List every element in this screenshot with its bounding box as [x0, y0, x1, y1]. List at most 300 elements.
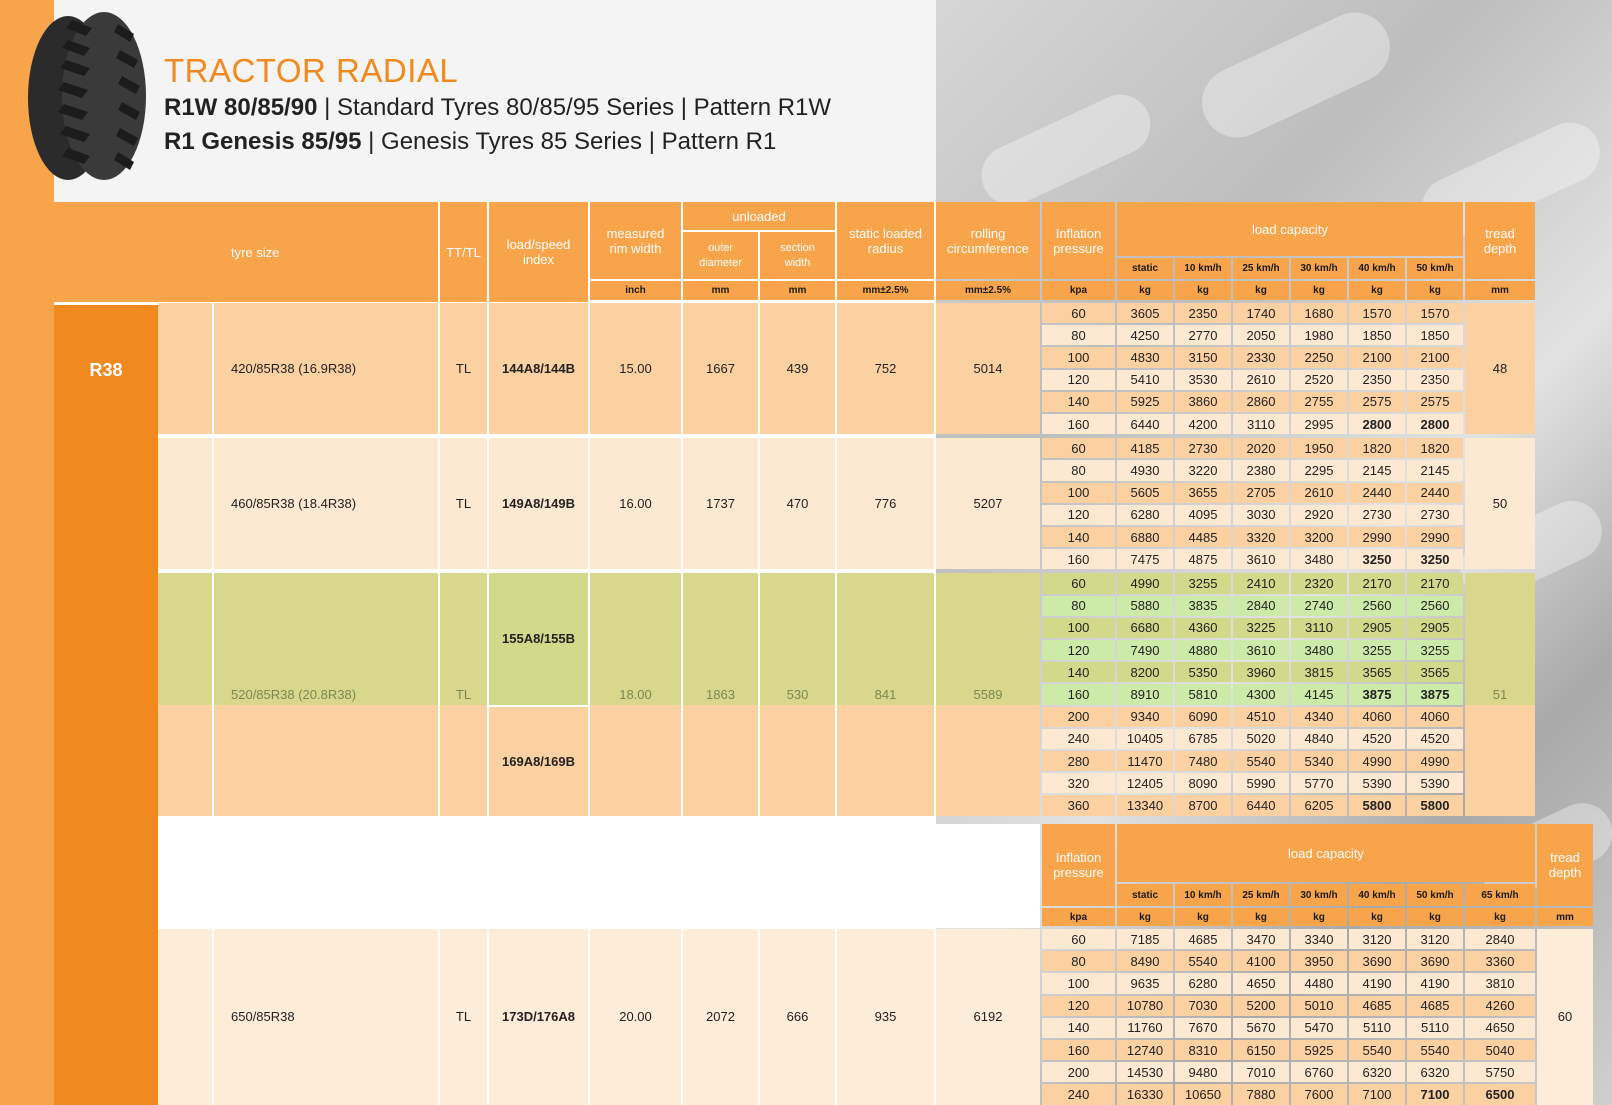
load-cell: 3250 — [1407, 549, 1463, 569]
load-cell: 5800 — [1349, 795, 1405, 815]
rim-width-value: 15.00 — [590, 303, 681, 434]
load-cell: 4990 — [1117, 573, 1173, 593]
highlight-band — [936, 573, 1040, 704]
load-cell: 2920 — [1291, 505, 1347, 525]
load-cell: 7185 — [1117, 929, 1173, 949]
load-cell: 5540 — [1233, 751, 1289, 771]
section-width-value: 666 — [760, 929, 835, 1105]
load-cell: 3320 — [1233, 527, 1289, 547]
load-cell: 160 — [1042, 684, 1115, 704]
load-cell: 2145 — [1407, 460, 1463, 480]
load-cell: 4880 — [1175, 640, 1231, 660]
load-cell: 9340 — [1117, 707, 1173, 727]
load-cell: 2250 — [1291, 347, 1347, 367]
load-cell: 10405 — [1117, 729, 1173, 749]
load-cell: 5880 — [1117, 596, 1173, 616]
header-unit: mm±2.5% — [837, 281, 934, 300]
load-cell: 2705 — [1233, 483, 1289, 503]
load-cell: 5020 — [1233, 729, 1289, 749]
load-cell: 280 — [1042, 751, 1115, 771]
load-cell: 4190 — [1349, 973, 1405, 993]
header-unit: kg — [1233, 281, 1289, 300]
load-cell: 3470 — [1233, 929, 1289, 949]
load-cell: 7490 — [1117, 640, 1173, 660]
header-tyre-size: tyre size — [214, 202, 438, 302]
outer-diameter-value: 1737 — [683, 438, 758, 569]
load-cell: 4095 — [1175, 505, 1231, 525]
header-unit: kg — [1407, 908, 1463, 926]
header-speed: 40 km/h — [1349, 884, 1405, 906]
header-load-capacity: load capacity — [1117, 824, 1535, 882]
load-cell: 11470 — [1117, 751, 1173, 771]
load-speed-index: 173D/176A8 — [489, 929, 588, 1105]
load-cell: 8200 — [1117, 662, 1173, 682]
load-cell: 1680 — [1291, 303, 1347, 323]
load-cell: 3810 — [1465, 973, 1535, 993]
load-cell: 3610 — [1233, 549, 1289, 569]
highlight-band — [590, 573, 681, 704]
load-cell: 120 — [1042, 640, 1115, 660]
load-cell: 2730 — [1175, 438, 1231, 458]
load-cell: 4650 — [1233, 973, 1289, 993]
load-cell: 4930 — [1117, 460, 1173, 480]
load-cell: 2170 — [1349, 573, 1405, 593]
load-cell: 8310 — [1175, 1040, 1231, 1060]
load-cell: 4100 — [1233, 951, 1289, 971]
load-cell: 2170 — [1407, 573, 1463, 593]
load-cell: 3250 — [1349, 549, 1405, 569]
highlight-band — [214, 573, 438, 704]
section-width-value: 439 — [760, 303, 835, 434]
load-cell: 4260 — [1465, 996, 1535, 1016]
load-cell: 6500 — [1465, 1084, 1535, 1104]
load-cell: 2840 — [1233, 596, 1289, 616]
load-cell: 1820 — [1349, 438, 1405, 458]
load-cell: 7670 — [1175, 1018, 1231, 1038]
load-cell: 3605 — [1117, 303, 1173, 323]
load-cell: 200 — [1042, 1062, 1115, 1082]
load-cell: 4830 — [1117, 347, 1173, 367]
load-cell: 2840 — [1465, 929, 1535, 949]
rolling-circumference-value: 5014 — [936, 303, 1040, 434]
load-cell: 6680 — [1117, 618, 1173, 638]
header-speed: 50 km/h — [1407, 884, 1463, 906]
static-radius-value: 752 — [837, 303, 934, 434]
highlight-band — [683, 573, 758, 704]
load-cell: 140 — [1042, 392, 1115, 412]
header-tread-depth: tread depth — [1537, 824, 1593, 906]
row-spacer — [158, 929, 212, 1105]
header-unit: mm±2.5% — [936, 281, 1040, 300]
load-cell: 3200 — [1291, 527, 1347, 547]
load-cell: 80 — [1042, 951, 1115, 971]
load-cell: 3110 — [1291, 618, 1347, 638]
header-speed: static — [1117, 884, 1173, 906]
load-cell: 140 — [1042, 1018, 1115, 1038]
load-cell: 80 — [1042, 460, 1115, 480]
load-cell: 120 — [1042, 370, 1115, 390]
load-cell: 100 — [1042, 618, 1115, 638]
load-cell: 140 — [1042, 662, 1115, 682]
load-cell: 3610 — [1233, 640, 1289, 660]
load-cell: 2905 — [1407, 618, 1463, 638]
load-cell: 16330 — [1117, 1084, 1173, 1104]
load-cell: 7030 — [1175, 996, 1231, 1016]
load-cell: 100 — [1042, 347, 1115, 367]
load-cell: 5390 — [1407, 773, 1463, 793]
load-cell: 9480 — [1175, 1062, 1231, 1082]
load-cell: 2800 — [1407, 414, 1463, 434]
header-speed: 50 km/h — [1407, 258, 1463, 279]
load-cell: 4480 — [1291, 973, 1347, 993]
load-cell: 2990 — [1407, 527, 1463, 547]
rim-group-bar — [54, 305, 158, 1105]
header-unit: mm — [760, 281, 835, 300]
load-cell: 4060 — [1407, 707, 1463, 727]
load-cell: 3530 — [1175, 370, 1231, 390]
static-radius-value: 935 — [837, 929, 934, 1105]
load-cell: 6320 — [1407, 1062, 1463, 1082]
page-title: TRACTOR RADIAL — [164, 52, 459, 89]
load-cell: 9635 — [1117, 973, 1173, 993]
load-cell: 6320 — [1349, 1062, 1405, 1082]
load-cell: 5670 — [1233, 1018, 1289, 1038]
load-cell: 14530 — [1117, 1062, 1173, 1082]
header-unit: mm — [683, 281, 758, 300]
header-unit: kg — [1233, 908, 1289, 926]
load-cell: 5540 — [1407, 1040, 1463, 1060]
load-cell: 6785 — [1175, 729, 1231, 749]
load-cell: 60 — [1042, 303, 1115, 323]
load-cell: 4990 — [1349, 751, 1405, 771]
load-cell: 5110 — [1407, 1018, 1463, 1038]
load-cell: 4360 — [1175, 618, 1231, 638]
load-cell: 2295 — [1291, 460, 1347, 480]
load-cell: 2755 — [1291, 392, 1347, 412]
header-unit: inch — [590, 281, 681, 300]
header-inflation-pressure: Inflation pressure — [1042, 202, 1115, 279]
load-cell: 2730 — [1349, 505, 1405, 525]
load-cell: 13340 — [1117, 795, 1173, 815]
load-cell: 3255 — [1349, 640, 1405, 660]
header-unit: kg — [1291, 908, 1347, 926]
load-cell: 11760 — [1117, 1018, 1173, 1038]
load-cell: 3815 — [1291, 662, 1347, 682]
load-cell: 120 — [1042, 505, 1115, 525]
load-cell: 8490 — [1117, 951, 1173, 971]
load-cell: 2330 — [1233, 347, 1289, 367]
load-cell: 2730 — [1407, 505, 1463, 525]
load-cell: 5605 — [1117, 483, 1173, 503]
load-cell: 4145 — [1291, 684, 1347, 704]
rolling-circumference-value: 5207 — [936, 438, 1040, 569]
load-cell: 1850 — [1407, 325, 1463, 345]
series-line-genesis: R1 Genesis 85/95 | Genesis Tyres 85 Series | Pattern R1 — [164, 128, 777, 155]
load-cell: 1570 — [1349, 303, 1405, 323]
header-unit: kpa — [1042, 908, 1115, 926]
load-cell: 2575 — [1407, 392, 1463, 412]
load-cell: 2575 — [1349, 392, 1405, 412]
load-cell: 2610 — [1233, 370, 1289, 390]
load-cell: 5410 — [1117, 370, 1173, 390]
header-unit: mm — [1537, 908, 1593, 926]
load-cell: 4685 — [1407, 996, 1463, 1016]
load-cell: 140 — [1042, 527, 1115, 547]
load-cell: 7880 — [1233, 1084, 1289, 1104]
outer-diameter-value: 1667 — [683, 303, 758, 434]
load-cell: 160 — [1042, 414, 1115, 434]
load-cell: 7100 — [1349, 1084, 1405, 1104]
header-rim-width: measured rim width — [590, 202, 681, 279]
highlight-band — [837, 573, 934, 704]
load-cell: 2050 — [1233, 325, 1289, 345]
load-cell: 6280 — [1117, 505, 1173, 525]
header-speed: static — [1117, 258, 1173, 279]
load-cell: 6280 — [1175, 973, 1231, 993]
load-cell: 12740 — [1117, 1040, 1173, 1060]
tt-tl-value: TL — [440, 929, 487, 1105]
load-cell: 3480 — [1291, 549, 1347, 569]
load-cell: 5110 — [1349, 1018, 1405, 1038]
tyre-size: 650/85R38 — [214, 929, 438, 1105]
load-cell: 60 — [1042, 573, 1115, 593]
header-unit: kg — [1175, 281, 1231, 300]
load-cell: 3565 — [1349, 662, 1405, 682]
load-cell: 7600 — [1291, 1084, 1347, 1104]
load-cell: 5990 — [1233, 773, 1289, 793]
load-cell: 7475 — [1117, 549, 1173, 569]
header-load-speed-index: load/speed index — [489, 202, 588, 302]
load-speed-index: 149A8/149B — [489, 438, 588, 569]
rim-group-label: R38 — [89, 360, 123, 380]
header-unit: kg — [1117, 281, 1173, 300]
load-cell: 4520 — [1349, 729, 1405, 749]
load-cell: 3030 — [1233, 505, 1289, 525]
load-cell: 3220 — [1175, 460, 1231, 480]
header-unit — [489, 281, 588, 300]
load-cell: 8700 — [1175, 795, 1231, 815]
load-cell: 3690 — [1407, 951, 1463, 971]
tyre-size: 460/85R38 (18.4R38) — [214, 438, 438, 569]
load-cell: 3565 — [1407, 662, 1463, 682]
load-cell: 7010 — [1233, 1062, 1289, 1082]
load-cell: 1950 — [1291, 438, 1347, 458]
load-cell: 240 — [1042, 1084, 1115, 1104]
header-unit: kg — [1407, 281, 1463, 300]
load-cell: 2100 — [1407, 347, 1463, 367]
section-width-value: 470 — [760, 438, 835, 569]
header-speed: 25 km/h — [1233, 884, 1289, 906]
load-cell: 3875 — [1349, 684, 1405, 704]
header-static-radius: static loaded radius — [837, 202, 934, 279]
load-cell: 3835 — [1175, 596, 1231, 616]
load-cell: 5390 — [1349, 773, 1405, 793]
series-line-r1w: R1W 80/85/90 | Standard Tyres 80/85/95 Series | Pattern R1W — [164, 94, 832, 121]
header-unit: kg — [1291, 281, 1347, 300]
load-cell: 60 — [1042, 438, 1115, 458]
load-cell: 80 — [1042, 596, 1115, 616]
load-cell: 5925 — [1117, 392, 1173, 412]
load-cell: 120 — [1042, 996, 1115, 1016]
load-cell: 2350 — [1407, 370, 1463, 390]
spacer-white — [158, 824, 1040, 928]
load-cell: 2410 — [1233, 573, 1289, 593]
load-cell: 320 — [1042, 773, 1115, 793]
row-spacer — [158, 303, 212, 434]
load-cell: 100 — [1042, 973, 1115, 993]
header-unit: mm — [1465, 281, 1535, 300]
load-cell: 2560 — [1407, 596, 1463, 616]
load-cell: 4300 — [1233, 684, 1289, 704]
load-cell: 4190 — [1407, 973, 1463, 993]
highlight-band — [158, 573, 212, 704]
load-cell: 5800 — [1407, 795, 1463, 815]
load-cell: 2995 — [1291, 414, 1347, 434]
load-cell: 3150 — [1175, 347, 1231, 367]
load-speed-index: 169A8/169B — [489, 707, 588, 816]
load-cell: 3480 — [1291, 640, 1347, 660]
load-cell: 2905 — [1349, 618, 1405, 638]
header-speed: 65 km/h — [1465, 884, 1535, 906]
load-cell: 2350 — [1349, 370, 1405, 390]
header-spacer — [54, 202, 214, 302]
load-cell: 3950 — [1291, 951, 1347, 971]
load-cell: 4185 — [1117, 438, 1173, 458]
header-unloaded: unloaded — [683, 202, 835, 230]
load-cell: 6880 — [1117, 527, 1173, 547]
header-unit: kg — [1117, 908, 1173, 926]
load-cell: 2990 — [1349, 527, 1405, 547]
header-unit — [214, 281, 438, 300]
load-cell: 4340 — [1291, 707, 1347, 727]
load-cell: 10780 — [1117, 996, 1173, 1016]
left-accent-bar — [0, 202, 54, 1105]
load-cell: 6205 — [1291, 795, 1347, 815]
load-cell: 6440 — [1117, 414, 1173, 434]
load-cell: 5540 — [1175, 951, 1231, 971]
load-cell: 60 — [1042, 929, 1115, 949]
load-cell: 5040 — [1465, 1040, 1535, 1060]
header-tread-depth: tread depth — [1465, 202, 1535, 279]
load-cell: 3690 — [1349, 951, 1405, 971]
rolling-circumference-value: 6192 — [936, 929, 1040, 1105]
load-cell: 4510 — [1233, 707, 1289, 727]
load-speed-index: 144A8/144B — [489, 303, 588, 434]
load-cell: 1980 — [1291, 325, 1347, 345]
load-cell: 100 — [1042, 483, 1115, 503]
load-cell: 4875 — [1175, 549, 1231, 569]
load-cell: 4200 — [1175, 414, 1231, 434]
highlight-band — [1465, 573, 1535, 704]
load-cell: 160 — [1042, 1040, 1115, 1060]
load-cell: 2350 — [1175, 303, 1231, 323]
header-unit: kg — [1175, 908, 1231, 926]
header-inflation-pressure: Inflation pressure — [1042, 824, 1115, 906]
load-cell: 2440 — [1407, 483, 1463, 503]
tread-depth-value: 50 — [1465, 438, 1535, 569]
tread-depth-value: 48 — [1465, 303, 1535, 434]
load-cell: 1850 — [1349, 325, 1405, 345]
load-cell: 4250 — [1117, 325, 1173, 345]
load-cell: 5010 — [1291, 996, 1347, 1016]
load-cell: 8090 — [1175, 773, 1231, 793]
load-cell: 5925 — [1291, 1040, 1347, 1060]
load-cell: 7480 — [1175, 751, 1231, 771]
load-cell: 3340 — [1291, 929, 1347, 949]
header-section-width: section width — [760, 232, 835, 279]
load-cell: 2100 — [1349, 347, 1405, 367]
header-unit: kg — [1349, 908, 1405, 926]
load-cell: 7100 — [1407, 1084, 1463, 1104]
header-unit: kpa — [1042, 281, 1115, 300]
tread-depth-value: 60 — [1537, 929, 1593, 1105]
load-cell: 6090 — [1175, 707, 1231, 727]
load-cell: 2740 — [1291, 596, 1347, 616]
tyre-size: 420/85R38 (16.9R38) — [214, 303, 438, 434]
load-cell: 1740 — [1233, 303, 1289, 323]
tyre-photo — [22, 10, 150, 182]
load-cell: 360 — [1042, 795, 1115, 815]
header-rolling-circumference: rolling circumference — [936, 202, 1040, 279]
header-unit — [440, 281, 487, 300]
load-cell: 4485 — [1175, 527, 1231, 547]
load-cell: 3120 — [1407, 929, 1463, 949]
load-cell: 3360 — [1465, 951, 1535, 971]
load-cell: 10650 — [1175, 1084, 1231, 1104]
load-cell: 5810 — [1175, 684, 1231, 704]
load-cell: 5340 — [1291, 751, 1347, 771]
header-load-capacity: load capacity — [1117, 202, 1463, 256]
header-speed: 40 km/h — [1349, 258, 1405, 279]
load-speed-index: 155A8/155B — [489, 573, 588, 704]
load-cell: 4520 — [1407, 729, 1463, 749]
load-cell: 2020 — [1233, 438, 1289, 458]
load-cell: 3255 — [1407, 640, 1463, 660]
load-cell: 2380 — [1233, 460, 1289, 480]
load-cell: 2440 — [1349, 483, 1405, 503]
load-cell: 4685 — [1175, 929, 1231, 949]
load-cell: 2770 — [1175, 325, 1231, 345]
load-cell: 4650 — [1465, 1018, 1535, 1038]
load-cell: 2320 — [1291, 573, 1347, 593]
load-cell: 80 — [1042, 325, 1115, 345]
header-speed: 30 km/h — [1291, 884, 1347, 906]
load-cell: 4060 — [1349, 707, 1405, 727]
load-cell: 5750 — [1465, 1062, 1535, 1082]
header-tt-tl: TT/TL — [440, 202, 487, 302]
static-radius-value: 776 — [837, 438, 934, 569]
load-cell: 6440 — [1233, 795, 1289, 815]
header-speed: 10 km/h — [1175, 884, 1231, 906]
load-cell: 5770 — [1291, 773, 1347, 793]
load-cell: 3860 — [1175, 392, 1231, 412]
load-cell: 2560 — [1349, 596, 1405, 616]
highlight-band — [440, 573, 487, 704]
load-cell: 2145 — [1349, 460, 1405, 480]
load-cell: 1820 — [1407, 438, 1463, 458]
load-cell: 3960 — [1233, 662, 1289, 682]
load-cell: 240 — [1042, 729, 1115, 749]
load-cell: 4840 — [1291, 729, 1347, 749]
header-speed: 30 km/h — [1291, 258, 1347, 279]
load-cell: 3110 — [1233, 414, 1289, 434]
row-spacer — [158, 438, 212, 569]
load-cell: 1570 — [1407, 303, 1463, 323]
highlight-band — [760, 573, 835, 704]
load-cell: 6150 — [1233, 1040, 1289, 1060]
load-cell: 5350 — [1175, 662, 1231, 682]
load-cell: 2800 — [1349, 414, 1405, 434]
